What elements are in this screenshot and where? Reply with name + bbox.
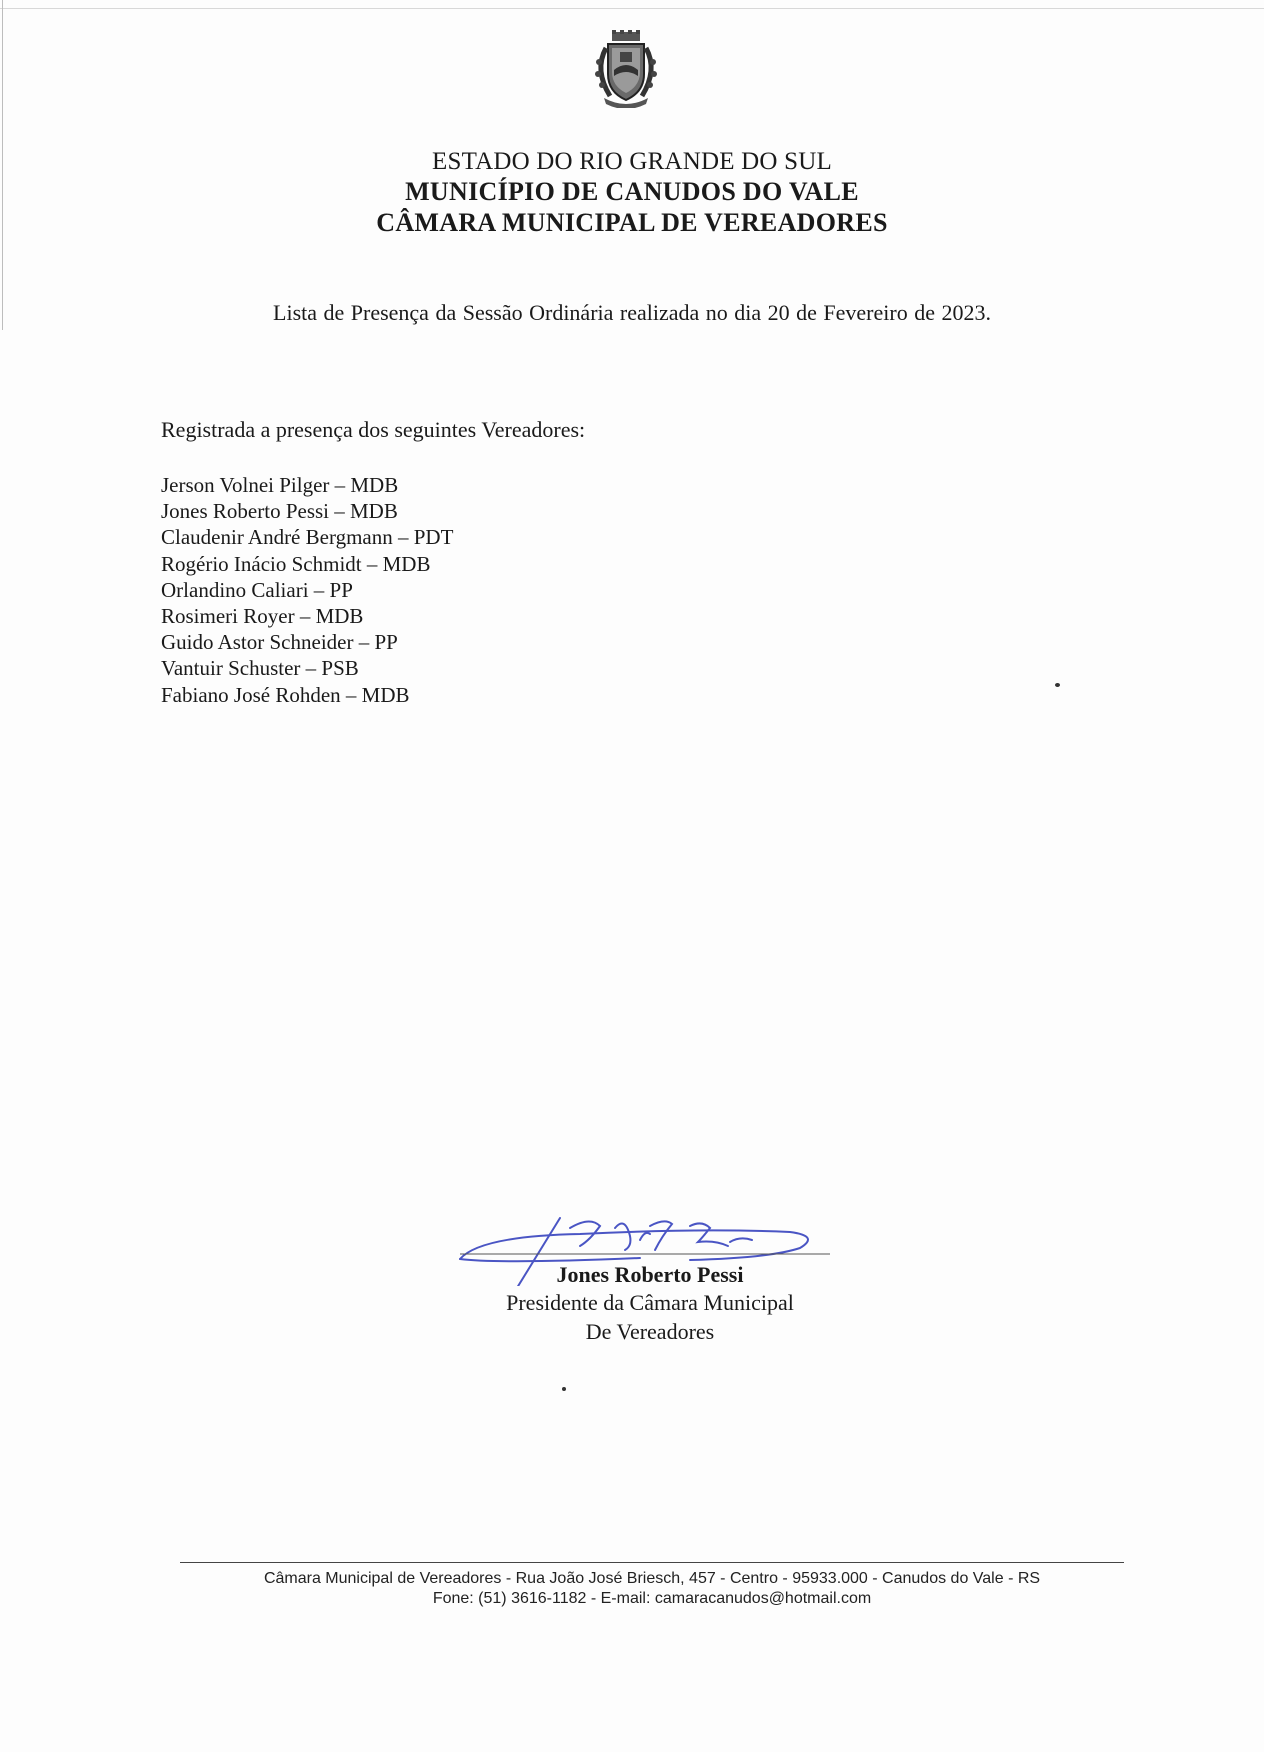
chamber-name: CÂMARA MUNICIPAL DE VEREADORES [376, 208, 888, 237]
attendance-intro: Lista de Presença da Sessão Ordinária realizada no dia 20 de Fevereiro de 2023. [273, 300, 991, 325]
signer-title [440, 1288, 860, 1346]
attendee-item: Orlandino Caliari – PP [161, 577, 353, 602]
attendee-item: Jerson Volnei Pilger – MDB [161, 473, 399, 497]
attendee-item: Guido Astor Schneider – PP [161, 630, 398, 655]
attendee-item: Jones Roberto Pessi – MDB [161, 499, 398, 524]
attendee-item: Rosimeri Royer – MDB [161, 604, 364, 629]
footer [180, 1562, 1124, 1609]
footer-address: Câmara Municipal de Vereadores - Rua João José Briesch, 457 - Centro - 95933.000 - Canudos do Vale - RS [263, 1570, 1041, 1587]
signature-block [440, 1206, 880, 1366]
scan-speck [1055, 683, 1060, 687]
coat-of-arms-icon [590, 30, 662, 108]
attendee-item: Fabiano José Rohden – MDB [161, 682, 410, 707]
letterhead [0, 148, 1264, 238]
scan-edge-line [0, 8, 1264, 9]
signer-title-line: Presidente da Câmara Municipal [506, 1290, 794, 1315]
scan-speck [562, 1387, 566, 1391]
registered-label: Registrada a presença dos seguintes Vereadores: [161, 417, 586, 442]
attendee-item: Rogério Inácio Schmidt – MDB [161, 551, 431, 576]
signer-title-line: De Vereadores [585, 1319, 715, 1344]
attendee-item: Claudenir André Bergmann – PDT [161, 525, 454, 550]
signer-name: Jones Roberto Pessi [556, 1262, 744, 1287]
municipality-name: MUNICÍPIO DE CANUDOS DO VALE [405, 177, 859, 206]
footer-contact: Fone: (51) 3616-1182 - E-mail: camaracanudos@hotmail.com [432, 1590, 872, 1607]
state-name: ESTADO DO RIO GRANDE DO SUL [432, 148, 832, 175]
attendee-list [161, 472, 453, 708]
attendee-item: Vantuir Schuster – PSB [161, 656, 359, 681]
